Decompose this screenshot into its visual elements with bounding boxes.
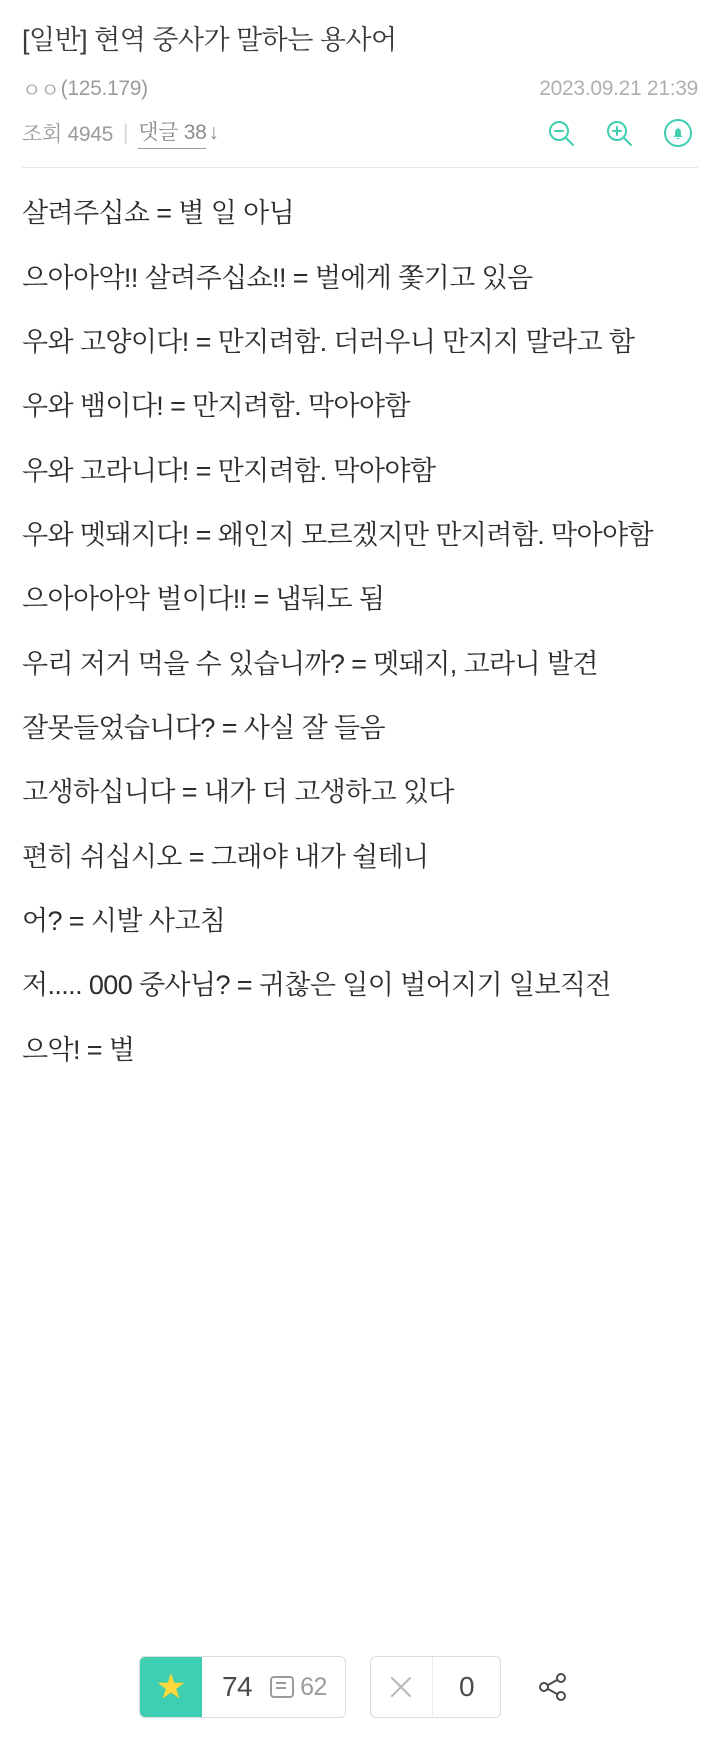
recommend-count: 74 (221, 1671, 253, 1702)
post-paragraph: 잘못들었습니다? = 사실 잘 들음 (22, 713, 385, 744)
action-bar (0, 1656, 720, 1718)
comment-icon (270, 1676, 294, 1698)
comment-chip[interactable] (270, 1673, 345, 1702)
x-icon[interactable] (371, 1657, 433, 1717)
zoom-in-icon[interactable] (604, 118, 634, 148)
zoom-out-icon[interactable] (546, 118, 576, 148)
post-paragraph: 으악! = 벌 (22, 1034, 135, 1065)
post-paragraph: 으아아아악 벌이다!! = 냅둬도 됨 (22, 584, 385, 615)
post-paragraph: 으아아악!! 살려주십쇼!! = 벌에게 쫓기고 있음 (22, 262, 533, 293)
comment-count-link[interactable]: 댓글 38 (138, 116, 206, 149)
header-toolbar (546, 117, 698, 149)
post-paragraph: 우와 고양이다! = 만지려함. 더러우니 만지지 말라고 함 (22, 327, 635, 358)
dislike-button[interactable] (370, 1656, 501, 1718)
post-stats-row (22, 116, 698, 149)
dislike-count: 0 (458, 1671, 475, 1702)
post-header (0, 0, 720, 168)
star-icon[interactable]: ★ (140, 1657, 202, 1717)
post-paragraph: 우와 뱀이다! = 만지려함. 막아야함 (22, 391, 410, 422)
post-paragraph: 우와 멧돼지다! = 왜인지 모르겠지만 만지려함. 막아야함 (22, 520, 653, 551)
post-paragraph: 살려주십쇼 = 별 일 아님 (22, 198, 295, 229)
post-date: 2023.09.21 21:39 (539, 76, 698, 100)
post-stats (22, 116, 219, 149)
comment-count: 62 (300, 1672, 327, 1701)
chevron-down-icon[interactable]: ↓ (208, 120, 219, 144)
stats-divider: | (123, 120, 129, 144)
post-paragraph: 고생하십니다 = 내가 더 고생하고 있다 (22, 777, 454, 808)
post-paragraph: 우리 저거 먹을 수 있습니까? = 멧돼지, 고라니 발견 (22, 648, 598, 679)
post-paragraph: 어? = 시발 사고침 (22, 906, 226, 937)
recommend-button[interactable] (139, 1656, 346, 1718)
post-paragraph: 저..... 000 중사님? = 귀찮은 일이 벌어지기 일보직전 (22, 970, 611, 1001)
post-paragraph: 편히 쉬십시오 = 그래야 내가 쉴테니 (22, 841, 429, 872)
share-icon[interactable] (525, 1659, 581, 1715)
view-count: 조회 4945 (22, 122, 114, 146)
author-nickname: ㅇㅇ (22, 80, 59, 103)
post-body (0, 168, 720, 1069)
post-author[interactable] (22, 74, 148, 103)
bell-icon[interactable] (662, 117, 694, 149)
page-title: [일반] 현역 중사가 말하는 용사어 (22, 25, 397, 55)
post-meta-row (22, 74, 698, 103)
author-ip: (125.179) (60, 76, 148, 100)
post-paragraph: 우와 고라니다! = 만지려함. 막아야함 (22, 455, 436, 486)
